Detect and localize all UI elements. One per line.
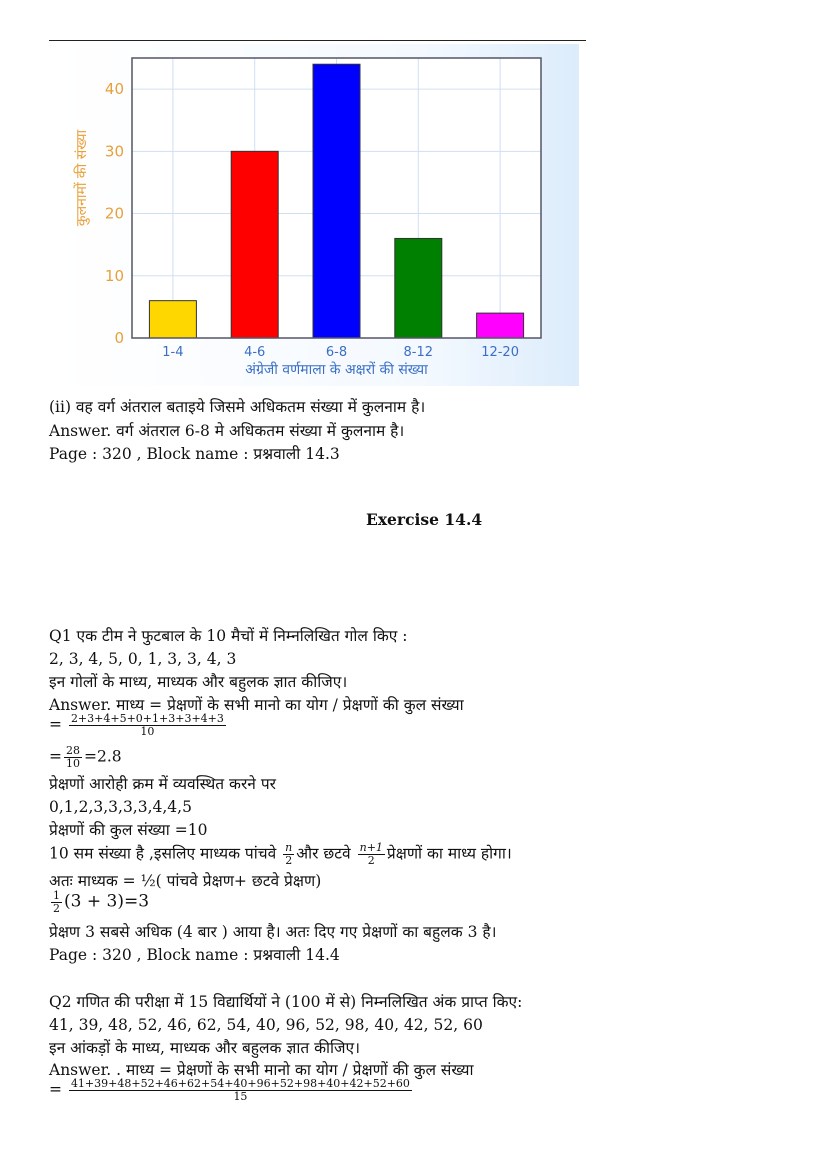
- x-axis-label: अंग्रेजी वर्णमाला के अक्षरों की संख्या: [245, 362, 428, 378]
- x-tick-label: 6-8: [325, 345, 348, 360]
- y-tick-label: 20: [104, 204, 124, 223]
- even-text-a: 10 सम संख्या है ,इसलिए माध्यक पांचवे: [49, 844, 277, 863]
- equation-mean-denominator: 10: [66, 757, 80, 770]
- equation-2-prefix: =: [49, 1080, 62, 1099]
- equation-2-denominator: 15: [233, 1090, 248, 1103]
- page-ref-14-3: Page : 320 , Block name : प्रश्नवाली 14.3: [49, 445, 340, 463]
- y-tick-label: 40: [104, 80, 124, 99]
- answer-ii: Answer. वर्ग अंतराल 6-8 मे अधिकतम संख्या में कुलनाम है।: [49, 422, 405, 440]
- question-2: Q2 गणित की परीक्षा में 15 विद्यार्थियों ने (100 में से) निम्नलिखित अंक प्राप्त किए:: [49, 993, 523, 1011]
- equation-2-fraction: [69, 1078, 412, 1103]
- y-axis-label: कुलनामों की संख्या: [74, 129, 90, 227]
- equation-sum-numerator: 2+3+4+5+0+1+3+3+4+3: [70, 712, 224, 725]
- question-1: Q1 एक टीम ने फुटबाल के 10 मैचों में निम्नलिखित गोल किए :: [49, 627, 408, 645]
- answer-2-mean-formula: Answer. . माध्य = प्रेक्षणों के सभी मानो का योग / प्रेक्षणों की कुल संख्या: [49, 1061, 474, 1079]
- bar-1-4: [149, 301, 196, 338]
- fraction-half-numerator: 1: [53, 889, 60, 902]
- fraction-n-numerator: n: [285, 841, 293, 854]
- equation-mean: [49, 745, 122, 770]
- y-tick-label: 30: [104, 142, 124, 161]
- mode-text: प्रेक्षण 3 सबसे अधिक (4 बार ) आया है। अतः दिए गए प्रेक्षणों का बहुलक 3 है।: [49, 923, 497, 941]
- median-calculation: [49, 890, 149, 915]
- even-count-line: [49, 842, 512, 867]
- page-ref-14-4: Page : 320 , Block name : प्रश्नवाली 14.4: [49, 946, 340, 964]
- bar-12-20: [477, 313, 524, 338]
- equation-mean-numerator: 28: [66, 744, 80, 757]
- bar-6-8: [313, 64, 360, 338]
- fraction-n-over-2: [283, 842, 294, 867]
- arrange-text: प्रेक्षणों आरोही क्रम में व्यवस्थित करने पर: [49, 775, 276, 793]
- x-tick-label: 4-6: [244, 345, 266, 360]
- equation-mean-result: =2.8: [84, 747, 122, 766]
- fraction-half: [51, 890, 62, 915]
- y-tick-label: 0: [114, 329, 124, 347]
- equation-sum-fraction: [69, 713, 226, 738]
- x-tick-label: 1-4: [162, 345, 184, 360]
- y-tick-label: 10: [104, 266, 124, 285]
- equation-mean-prefix: =: [49, 747, 62, 766]
- total-count: प्रेक्षणों की कुल संख्या =10: [49, 821, 208, 839]
- exercise-heading: Exercise 14.4: [366, 510, 483, 529]
- question-2-task: इन आंकड़ों के माध्य, माध्यक और बहुलक ज्ञात कीजिए।: [49, 1039, 360, 1057]
- bar-chart-svg: [56, 44, 579, 386]
- fraction-n-denominator: 2: [285, 854, 293, 867]
- equation-sum: [49, 713, 228, 738]
- median-result: (3 + 3)=3: [64, 891, 150, 912]
- even-text-b: और छटवे: [296, 844, 351, 863]
- answer-1-mean-formula: Answer. माध्य = प्रेक्षणों के सभी मानो का योग / प्रेक्षणों की कुल संख्या: [49, 696, 464, 714]
- question-1-data: 2, 3, 4, 5, 0, 1, 3, 3, 4, 3: [49, 650, 237, 668]
- question-2-data: 41, 39, 48, 52, 46, 62, 54, 40, 96, 52, 98, 40, 42, 52, 60: [49, 1016, 483, 1034]
- equation-2-sum: [49, 1078, 414, 1103]
- fraction-n1-over-2: [358, 842, 385, 867]
- x-tick-label: 8-12: [403, 345, 434, 360]
- equation-2-numerator: 41+39+48+52+46+62+54+40+96+52+98+40+42+52+60: [70, 1077, 410, 1090]
- question-ii: (ii) वह वर्ग अंतराल बताइये जिसमे अधिकतम संख्या में कुलनाम है।: [49, 398, 426, 416]
- bar-8-12: [395, 238, 442, 338]
- question-1-task: इन गोलों के माध्य, माध्यक और बहुलक ज्ञात कीजिए।: [49, 673, 348, 691]
- equation-sum-denominator: 10: [140, 725, 155, 738]
- fraction-n1-numerator: n+1: [359, 841, 383, 854]
- bar-chart: [56, 44, 579, 386]
- median-formula: अतः माध्यक = ½( पांचवे प्रेक्षण+ छटवे प्रेक्षण): [49, 872, 322, 890]
- top-rule: [49, 40, 586, 41]
- fraction-half-denominator: 2: [53, 902, 60, 915]
- equation-sum-prefix: =: [49, 715, 62, 734]
- equation-mean-fraction: [64, 745, 82, 770]
- bar-4-6: [231, 151, 278, 338]
- sorted-data: 0,1,2,3,3,3,3,4,4,5: [49, 798, 192, 816]
- fraction-n1-denominator: 2: [367, 854, 375, 867]
- even-text-c: प्रेक्षणों का माध्य होगा।: [386, 844, 512, 863]
- x-tick-label: 12-20: [481, 345, 519, 360]
